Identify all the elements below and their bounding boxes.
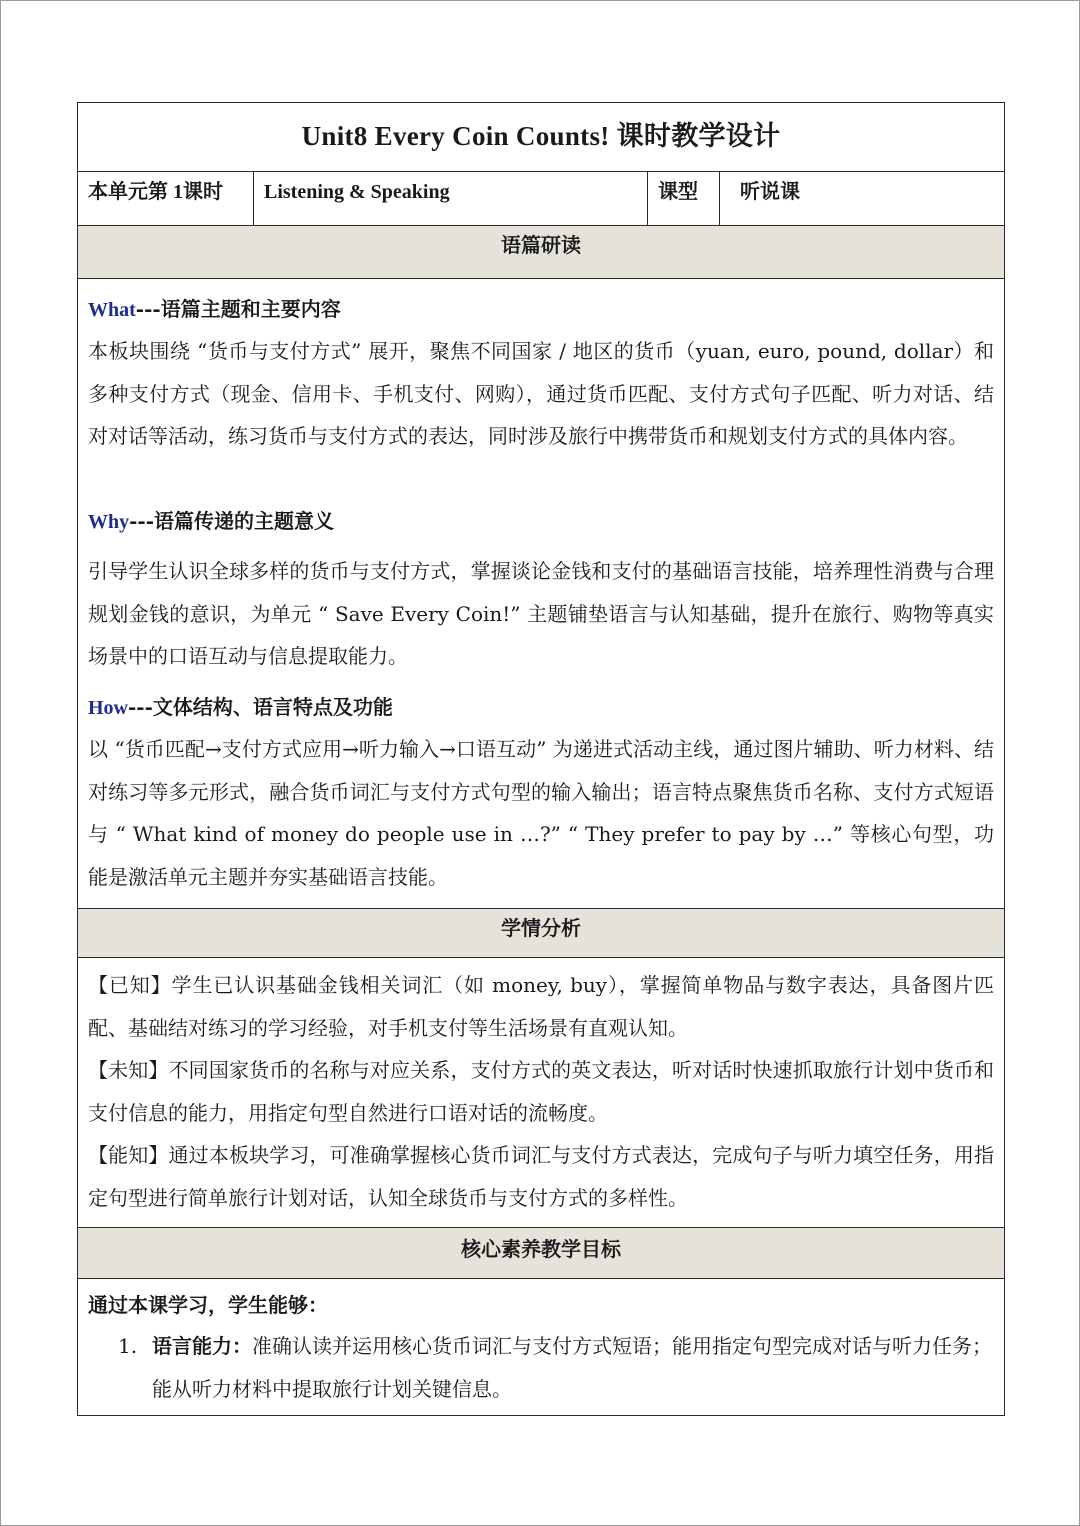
unknown-text: 【未知】不同国家货币的名称与对应关系，支付方式的英文表达，听对话时快速抓取旅行计划中货币和支付信息的能力，用指定句型自然进行口语对话的流畅度。 bbox=[88, 1058, 994, 1125]
goal-item-label: 语言能力： bbox=[152, 1334, 252, 1358]
what-block bbox=[88, 289, 994, 458]
how-title: ---文体结构、语言特点及功能 bbox=[128, 695, 393, 719]
what-title: ---语篇主题和主要内容 bbox=[135, 297, 341, 321]
why-text: 引导学生认识全球多样的货币与支付方式，掌握谈论金钱和支付的基础语言技能，培养理性消费与合理规划金钱的意识，为单元 “ Save Every Coin!” 主题铺垫语言与认知基础，提升在旅行、购物等真实场景中的口语互动与信息提取能力。 bbox=[88, 559, 994, 668]
lesson-type-value: Listening & Speaking bbox=[254, 172, 648, 225]
known-text: 【已知】学生已认识基础金钱相关词汇（如 money, buy），掌握简单物品与数字表达，具备图片匹配、基础结对练习的学习经验，对手机支付等生活场景有直观认知。 bbox=[88, 973, 994, 1040]
section-analysis-body bbox=[78, 958, 1004, 1228]
lesson-label: 本单元第 1课时 bbox=[78, 172, 254, 225]
why-heading bbox=[88, 501, 994, 542]
how-heading bbox=[88, 687, 994, 728]
section-goals-body bbox=[78, 1279, 1004, 1417]
goal-item-body bbox=[152, 1325, 994, 1410]
section-header-goals: 核心素养教学目标 bbox=[78, 1228, 1004, 1279]
goal-item bbox=[118, 1325, 994, 1410]
how-key: How bbox=[88, 697, 128, 719]
document-title: Unit8 Every Coin Counts! 课时教学设计 bbox=[78, 103, 1004, 172]
goal-item-number: 1. bbox=[118, 1334, 138, 1358]
what-text: 本板块围绕 “货币与支付方式” 展开，聚焦不同国家 / 地区的货币（yuan, euro, pound, dollar）和多种支付方式（现金、信用卡、手机支付、网购），通过货币匹配、支付方式句子匹配、听力对话、结对对话等活动，练习货币与支付方式的表达，同时涉及旅行中携带货币和规划支付方式的具体内容。 bbox=[88, 339, 994, 448]
goal-item-text: 准确认读并运用核心货币词汇与支付方式短语；能用指定句型完成对话与听力任务；能从听力材料中提取旅行计划关键信息。 bbox=[152, 1334, 992, 1401]
why-key: Why bbox=[88, 511, 130, 533]
what-heading bbox=[88, 289, 994, 330]
how-text: 以 “货币匹配→支付方式应用→听力输入→口语互动” 为递进式活动主线，通过图片辅助、听力材料、结对练习等多元形式，融合货币词汇与支付方式句型的输入输出；语言特点聚焦货币名称、支付方式短语与 “ What kind of money do people use in …?” “ They prefer to pay by …” 等核心句型，功能是激活单元主题并夯实基础语言技能。 bbox=[88, 737, 994, 889]
section-reading-body bbox=[78, 279, 1004, 909]
course-type-value: 听说课 bbox=[740, 181, 800, 203]
section-header-reading: 语篇研读 bbox=[78, 226, 1004, 279]
why-title: ---语篇传递的主题意义 bbox=[129, 509, 335, 533]
how-block bbox=[88, 687, 994, 898]
goals-intro: 通过本课学习，学生能够： bbox=[88, 1293, 328, 1317]
section-header-analysis: 学情分析 bbox=[78, 909, 1004, 958]
what-key: What bbox=[88, 299, 136, 321]
why-block bbox=[88, 501, 994, 678]
able-text: 【能知】通过本板块学习，可准确掌握核心货币词汇与支付方式表达，完成句子与听力填空任务，用指定句型进行简单旅行计划对话，认知全球货币与支付方式的多样性。 bbox=[88, 1143, 994, 1210]
course-type-label: 课型 bbox=[648, 172, 720, 225]
info-row bbox=[78, 172, 1004, 226]
lesson-plan-table bbox=[77, 102, 1005, 1416]
